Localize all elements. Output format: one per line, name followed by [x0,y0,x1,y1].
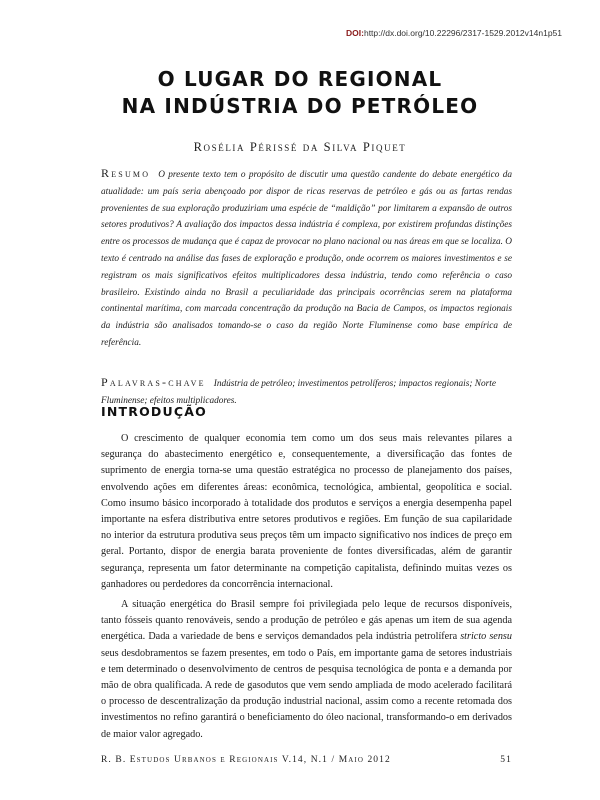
author-name: Rosélia Périssé da Silva Piquet [193,140,407,154]
body-text [101,431,512,747]
journal-citation: R. B. Estudos Urbanos e Regionais V.14, N.1 / Maio 2012 [101,755,391,765]
paragraph-2-end: seus desdobramentos se fazem presentes, em todo o País, em importante gama de setores industriais e tem determinado o desenvolvimento de centros de pesquisa tecnológica de ponta e a demanda por mão de obra qualificada. A rede de gasodutos que vem sendo ampliada de modo acelerado facilitará o processo de descentralização da produção industrial nacional, assim como a recente retomada dos investimentos no refino garantirá o beneficiamento do óleo nacional, transformando-o em derivados de maior valor agregado. [101,647,512,740]
paragraph-1: O crescimento de qualquer economia tem como um dos seus mais relevantes pilares a segurança do abastecimento energético e, consequentemente, a diversificação das fontes de suprimento de energia torna-se uma questão estratégica no processo de planejamento dos países, envolvendo ações em diferentes áreas: econômica, tecnológica, ambiental, geopolítica e social. Como insumo básico incorporado à totalidade dos produtos e serviços a energia desempenha papel importante na esfera distributiva entre setores produtivos e regiões. Em função de sua capilaridade no interior da estrutura produtiva seus preços têm um impacto significativo nos índices de preço em geral. Portanto, dispor de energia barata proveniente de fontes diversificadas, além de garantir segurança, representa um fator determinante na competição capitalista, definindo muitas vezes os ganhadores ou perdedores da concorrência internacional. [101,433,512,590]
page-footer [101,755,512,765]
doi-link[interactable]: http://dx.doi.org/10.22296/2317-1529.2012v14n1p51 [363,28,562,38]
abstract [101,165,512,352]
abstract-label: Resumo [101,166,151,180]
page-number: 51 [500,755,512,765]
keywords-label: Palavras-chave [101,375,206,389]
article-title [0,66,600,120]
paragraph-2-italic: stricto sensu [460,631,512,643]
paragraph-2 [101,597,512,743]
doi-line [346,28,562,38]
doi-label: DOI: [346,28,364,38]
section-heading: INTRODUÇÃO [101,404,207,419]
paragraph-2-start: A situação energética do Brasil sempre foi privilegiada pelo leque de recursos disponíveis, tanto fósseis quanto renováveis, sendo a produção de petróleo e gás apenas um item de sua agenda energética. Dada a variedade de bens e serviços demandados pela indústria petrolífera [101,599,512,643]
title-line-1: O LUGAR DO REGIONAL [157,67,443,91]
keywords-text: Indústria de petróleo; investimentos petrolíferos; impactos regionais; Norte Fluminense; efeitos multiplicadores. [101,379,496,406]
abstract-text: O presente texto tem o propósito de discutir uma questão candente do debate energético da atualidade: um país seria abençoado por dispor de ricas reservas de petróleo e gás ou as fartas rendas provenientes de sua exploração produziriam uma espécie de “maldição” por limitarem a expansão de outros setores produtivos? A avaliação dos impactos dessa indústria é complexa, por existirem profundas distinções entre os processos de mudança que é capaz de provocar no plano nacional ou nas áreas em que se localiza. O texto é centrado na análise das fases de exploração e produção, onde ocorrem os maiores investimentos e se registram os mais significativos efeitos multiplicadores dessa indústria, tendo como referência o caso brasileiro. Existindo ainda no Brasil a peculiaridade das principais ocorrências serem na plataforma continental marítima, com marcada concentração da produção na Bacia de Campos, os impactos regionais da indústria são analisados tomando-se o caso da região Norte Fluminense como base empírica de referência. [101,170,512,348]
title-line-2: NA INDÚSTRIA DO PETRÓLEO [121,94,479,118]
